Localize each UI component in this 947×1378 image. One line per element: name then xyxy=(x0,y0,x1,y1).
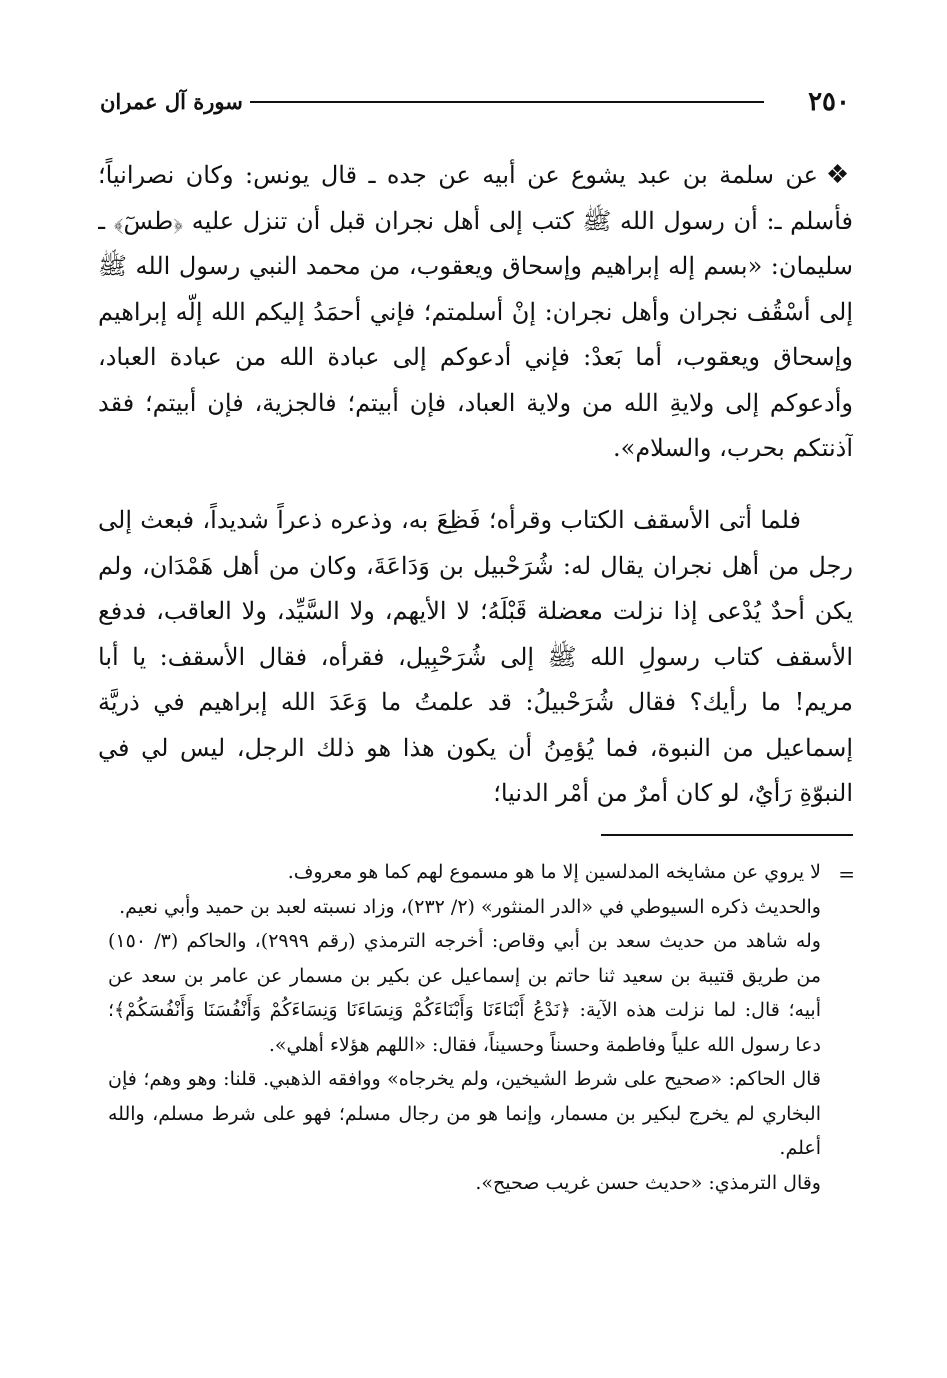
paragraph-letter xyxy=(98,153,853,473)
page-header xyxy=(100,84,850,120)
footnotes xyxy=(108,855,821,1200)
footnote-line: وقال الترمذي: «حديث حسن غريب صحيح». xyxy=(475,1171,821,1194)
diamond-bullet-icon: ❖ xyxy=(825,160,853,190)
footnote-line: والحديث ذكره السيوطي في «الدر المنثور» (٢/ ٢٣٢)، وزاد نسبته لعبد بن حميد وأبي نعيم. xyxy=(119,895,821,918)
footnote-separator xyxy=(601,834,853,836)
footnote-line: وله شاهد من حديث سعد بن أبي وقاص: أخرجه الترمذي (رقم ٢٩٩٩)، والحاكم (٣/ ١٥٠) من طريق قتيبة بن سعيد ثنا حاتم بن إسماعيل عن بكير بن مسمار عن عامر بن سعد عن أبيه؛ قال: لما نزلت هذه الآية: ﴿نَدْعُ أَبْنَاءَنَا وَأَبْنَاءَكُمْ وَنِسَاءَنَا وَنِسَاءَكُمْ وَأَنْفُسَنَا وَأَنْفُسَكُمْ﴾؛ دعا رسول الله علياً وفاطمة وحسناً وحسيناً، فقال: «اللهم هؤلاء أهلي». xyxy=(108,930,821,1056)
page-number: ٢٥٠ xyxy=(808,87,850,117)
footnote-line: لا يروي عن مشايخه المدلسين إلا ما هو مسموع لهم كما هو معروف. xyxy=(287,861,821,883)
header-rule xyxy=(250,101,764,103)
main-text xyxy=(98,153,853,818)
footnote-continuation-mark: = xyxy=(838,862,855,886)
surah-name: سورة آل عمران xyxy=(100,89,243,114)
paragraph-bishop: فلما أتى الأسقف الكتاب وقرأه؛ فَظِعَ به، وذعره ذعراً شديداً، فبعث إلى رجل من أهل نجران يقال له: شُرَحْبيل بن وَدَاعَةَ، وكان من أهل هَمْدَان، ولم يكن أحدٌ يُدْعى إذا نزلت معضلة قَبْلَهُ؛ لا الأيهم، ولا السَّيِّد، ولا العاقب، فدفع الأسقف كتاب رسولِ الله ﷺ إلى شُرَحْبِيل، فقرأه، فقال الأسقف: يا أبا مريم! ما رأيك؟ فقال شُرَحْبيلُ: قد علمتُ ما وَعَدَ الله إبراهيم في ذريَّة إسماعيل من النبوة، فما يُؤمِنُ أن يكون هذا هو ذلك الرجل، ليس لي في النبوّةِ رَأيٌ، لو كان أمرٌ من أمْر الدنيا؛ xyxy=(98,506,853,807)
paragraph-letter-text: عن سلمة بن عبد يشوع عن أبيه عن جده ـ قال يونس: وكان نصرانياً؛ فأسلم ـ: أن رسول الله ﷺ كتب إلى أهل نجران قبل أن تنزل عليه ﴿طسٓ﴾ ـ سليمان: «بسم إله إبراهيم وإسحاق ويعقوب، من محمد النبي رسول الله ﷺ إلى أسْقُف نجران وأهل نجران: إنْ أسلمتم؛ فإني أحمَدُ إليكم الله إلّه إبراهيم وإسحاق ويعقوب، أما بَعدْ: فإني أدعوكم إلى عبادة الله من عبادة العباد، وأدعوكم إلى ولايةِ الله من ولاية العباد، فإن أبيتم؛ فالجزية، فإن أبيتم؛ فقد آذنتكم بحرب، والسلام». xyxy=(98,161,853,462)
footnote-line: قال الحاكم: «صحيح على شرط الشيخين، ولم يخرجاه» ووافقه الذهبي. قلنا: وهو وهم؛ فإن البخاري لم يخرج لبكير بن مسمار، وإنما هو من رجال مسلم؛ فهو على شرط مسلم، والله أعلم. xyxy=(108,1068,822,1159)
